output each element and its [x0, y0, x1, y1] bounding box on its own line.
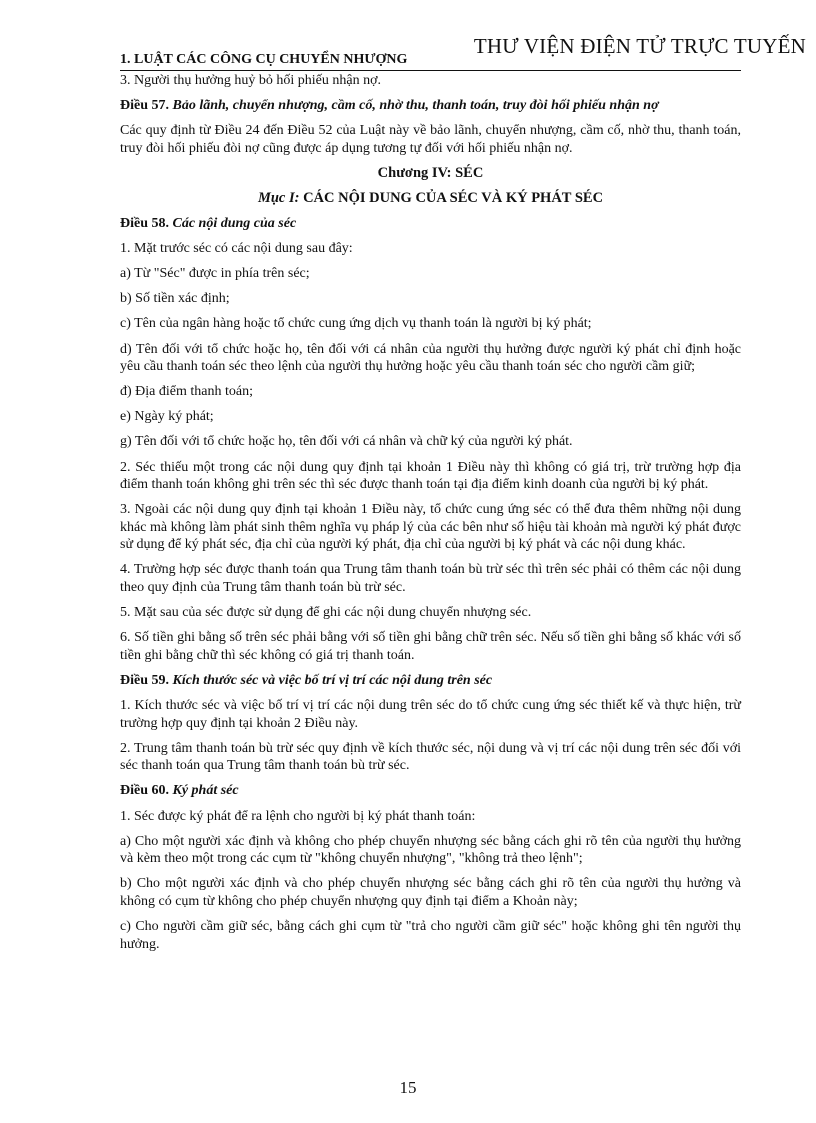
- paragraph: b) Số tiền xác định;: [120, 291, 230, 307]
- paragraph: đ) Địa điểm thanh toán;: [120, 384, 253, 400]
- article-57-heading: [120, 97, 741, 115]
- paragraph: 6. Số tiền ghi bằng số trên séc phải bằng với số tiền ghi bằng chữ trên séc. Nếu số tiền ghi bằng số khác với số tiền ghi bằng chữ thì séc không có giá trị thanh toán.: [120, 630, 741, 663]
- paragraph: 1. Séc được ký phát để ra lệnh cho người bị ký phát thanh toán:: [120, 808, 476, 824]
- paragraph: 3. Người thụ hưởng huỷ bỏ hối phiếu nhận nợ.: [120, 73, 381, 88]
- section-label: Mục I:: [257, 189, 304, 206]
- paragraph: 1. Kích thước séc và việc bố trí vị trí các nội dung trên séc do tổ chức cung ứng séc thiết kế và thực hiện, trừ trường hợp quy định tại khoản 2 Điều này.: [120, 698, 741, 731]
- paragraph: d) Tên đối với tổ chức hoặc họ, tên đối với cá nhân của người thụ hưởng được người ký phát chỉ định hoặc yêu cầu thanh toán séc theo lệnh của người thụ hưởng hoặc yêu cầu thanh toán séc cho người cầm giữ;: [120, 341, 741, 375]
- section-title: [120, 190, 741, 208]
- document-body: [120, 72, 741, 961]
- paragraph: 2. Trung tâm thanh toán bù trừ séc quy định về kích thước séc, nội dung và vị trí các nội dung trên séc đối với séc thanh toán qua Trung tâm thanh toán bù trừ séc.: [120, 740, 741, 774]
- article-title: Ký phát séc: [172, 783, 239, 799]
- article-58-heading: [120, 215, 741, 233]
- article-label: Điều 60.: [120, 783, 173, 799]
- article-title: Các nội dung của séc: [172, 216, 297, 232]
- page-number: 15: [399, 1078, 417, 1097]
- paragraph: a) Cho một người xác định và không cho phép chuyển nhượng séc bằng cách ghi rõ tên của người thụ hưởng và kèm theo một trong các cụm từ "không chuyển nhượng", "không trả theo lệnh";: [120, 833, 741, 867]
- library-title: THƯ VIỆN ĐIỆN TỬ TRỰC TUYẾN: [473, 34, 806, 58]
- article-title: Kích thước séc và việc bố trí vị trí các nội dung trên séc: [172, 672, 493, 688]
- article-60-heading: [120, 782, 741, 800]
- article-title: Bảo lãnh, chuyển nhượng, cầm cố, nhờ thu, thanh toán, truy đòi hối phiếu nhận nợ: [172, 98, 659, 114]
- header-divider: [120, 70, 741, 71]
- chapter-heading: Chương IV: SÉC: [377, 164, 484, 181]
- section-heading: 1. LUẬT CÁC CÔNG CỤ CHUYỂN NHƯỢNG: [120, 52, 408, 67]
- article-59-heading: [120, 672, 741, 690]
- paragraph: b) Cho một người xác định và cho phép chuyển nhượng séc bằng cách ghi rõ tên của người thụ hưởng và không có cụm từ không cho phép chuyển nhượng quy định tại điểm a Khoản này;: [120, 876, 741, 909]
- article-label: Điều 57.: [120, 98, 173, 114]
- paragraph: c) Cho người cầm giữ séc, bằng cách ghi cụm từ "trả cho người cầm giữ séc" hoặc không ghi tên người thụ hưởng.: [120, 918, 741, 952]
- paragraph: 2. Séc thiếu một trong các nội dung quy định tại khoản 1 Điều này thì không có giá trị, trừ trường hợp địa điểm thanh toán không ghi trên séc thì séc được thanh toán tại địa điểm kinh doanh của người bị ký phát.: [120, 459, 741, 493]
- paragraph: g) Tên đối với tổ chức hoặc họ, tên đối với cá nhân và chữ ký của người ký phát.: [120, 434, 573, 450]
- paragraph: 3. Ngoài các nội dung quy định tại khoản 1 Điều này, tổ chức cung ứng séc có thể đưa thêm những nội dung khác mà không làm phát sinh thêm nghĩa vụ pháp lý của các bên như số hiệu tài khoản mà người ký phát được sử dụng để ký phát séc, địa chỉ của người ký phát, địa chỉ của người bị ký phát và các nội dung khác.: [120, 502, 741, 553]
- paragraph: 1. Mặt trước séc có các nội dung sau đây:: [120, 241, 353, 257]
- paragraph: 4. Trường hợp séc được thanh toán qua Trung tâm thanh toán bù trừ séc thì trên séc phải có thêm các nội dung theo quy định của Trung tâm thanh toán bù trừ séc.: [120, 562, 741, 596]
- paragraph: a) Từ "Séc" được in phía trên séc;: [120, 266, 310, 282]
- article-label: Điều 59.: [120, 672, 173, 688]
- paragraph: e) Ngày ký phát;: [120, 409, 214, 425]
- paragraph: Các quy định từ Điều 24 đến Điều 52 của Luật này về bảo lãnh, chuyển nhượng, cầm cố, nhờ thu, thanh toán, truy đòi hối phiếu đòi nợ cũng được áp dụng tương tự đối với hối phiếu nhận nợ.: [120, 123, 741, 156]
- paragraph: 5. Mặt sau của séc được sử dụng để ghi các nội dung chuyển nhượng séc.: [120, 605, 532, 621]
- section-text: CÁC NỘI DUNG CỦA SÉC VÀ KÝ PHÁT SÉC: [303, 189, 604, 206]
- article-label: Điều 58.: [120, 216, 173, 232]
- paragraph: c) Tên của ngân hàng hoặc tổ chức cung ứng dịch vụ thanh toán là người bị ký phát;: [120, 316, 592, 332]
